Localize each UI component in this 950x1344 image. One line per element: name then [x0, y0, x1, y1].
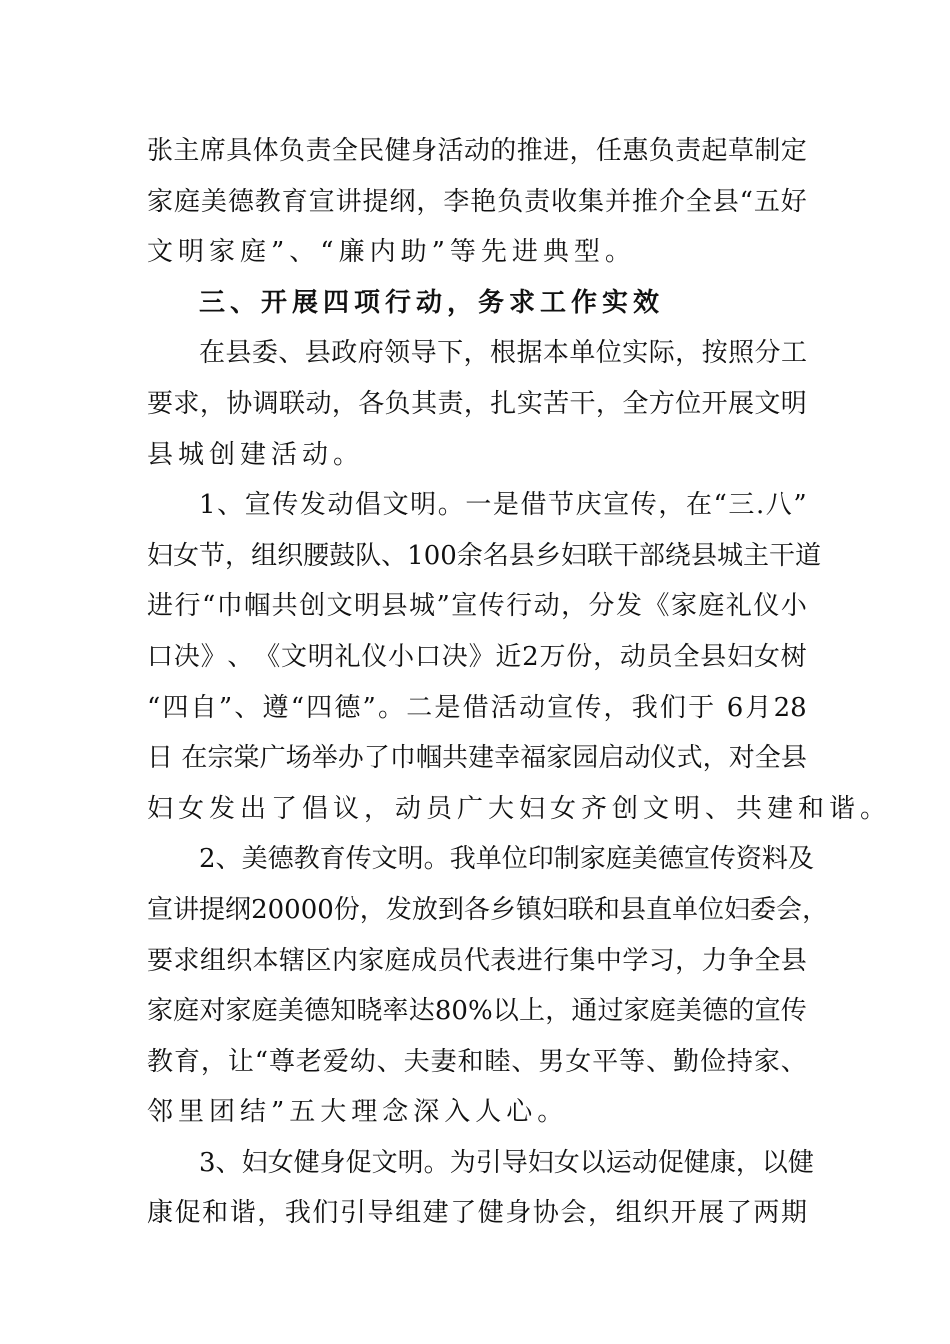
text-line: 3 、 妇 女 健 身 促 文 明 。 为 引 导 妇 女 以 运 动 促 健 康 ， 以 健 — [199, 1147, 814, 1178]
text-line: “ 四 自 ” 、 遵 “ 四 德 ” 。 二 是 借 活 动 宣 传 ， 我 们 于 6 月 28 — [147, 692, 807, 723]
text-line: 1 、 宣 传 发 动 倡 文 明 。 一 是 借 节 庆 宣 传 ， 在 “ 三 . 八 ” — [199, 490, 807, 521]
text-line: 要 求 组 织 本 辖 区 内 家 庭 成 员 代 表 进 行 集 中 学 习 ， 力 争 全 县 — [147, 945, 807, 976]
document-body — [147, 126, 892, 1239]
text-line: 妇女发出了倡议，动员广大妇女齐创文明、共建和谐。 — [147, 793, 892, 824]
text-line: 日 在 宗 棠 广 场 举 办 了 巾 帼 共 建 幸 福 家 园 启 动 仪 式 ， 对 全 县 — [147, 743, 807, 774]
text-line: 进 行 “ 巾 帼 共 创 文 明 县 城 ” 宣 传 行 动 ， 分 发 《 家 庭 礼 仪 小 — [147, 591, 807, 622]
text-line: 口 决 》 、 《 文 明 礼 仪 小 口 决 》 近 2 万 份 ， 动 员 全 县 妇 女 树 — [147, 641, 807, 672]
text-line: 在 县 委 、 县 政 府 领 导 下 ， 根 据 本 单 位 实 际 ， 按 照 分 工 — [199, 338, 807, 369]
text-line: 张 主 席 具 体 负 责 全 民 健 身 活 动 的 推 进 ， 任 惠 负 责 起 草 制 定 — [147, 136, 807, 166]
text-line: 康 促 和 谐 ， 我 们 引 导 组 建 了 健 身 协 会 ， 组 织 开 展 了 两 期 — [147, 1198, 807, 1229]
text-line: 要 求 ， 协 调 联 动 ， 各 负 其 责 ， 扎 实 苦 干 ， 全 方 位 开 展 文 明 — [147, 388, 807, 419]
text-line: 教 育 ， 让 “ 尊 老 爱 幼 、 夫 妻 和 睦 、 男 女 平 等 、 勤 俭 持 家 、 — [147, 1046, 807, 1077]
text-line: 妇 女 节 ， 组 织 腰 鼓 队 、 100 余 名 县 乡 妇 联 干 部 绕 县 城 主 干 道 — [147, 540, 822, 571]
text-line: 家 庭 对 家 庭 美 德 知 晓 率 达 80% 以 上 ， 通 过 家 庭 美 德 的 宣 传 — [147, 996, 807, 1027]
section-heading: 三、开展四项行动，务求工作实效 — [199, 287, 665, 318]
text-line: 邻里团结”五大理念深入人心。 — [147, 1097, 569, 1128]
text-line: 2 、 美 德 教 育 传 文 明 。 我 单 位 印 制 家 庭 美 德 宣 传 资 料 及 — [199, 844, 814, 875]
text-line: 文明家庭”、“廉内助”等先进典型。 — [147, 237, 636, 268]
text-line: 宣 讲 提 纲 20000 份 ， 发 放 到 各 乡 镇 妇 联 和 县 直 单 位 妇 委 会 ， — [147, 894, 829, 925]
text-line: 家 庭 美 德 教 育 宣 讲 提 纲 ， 李 艳 负 责 收 集 并 推 介 全 县 “ 五 好 — [147, 186, 807, 217]
text-line: 县城创建活动。 — [147, 439, 365, 470]
